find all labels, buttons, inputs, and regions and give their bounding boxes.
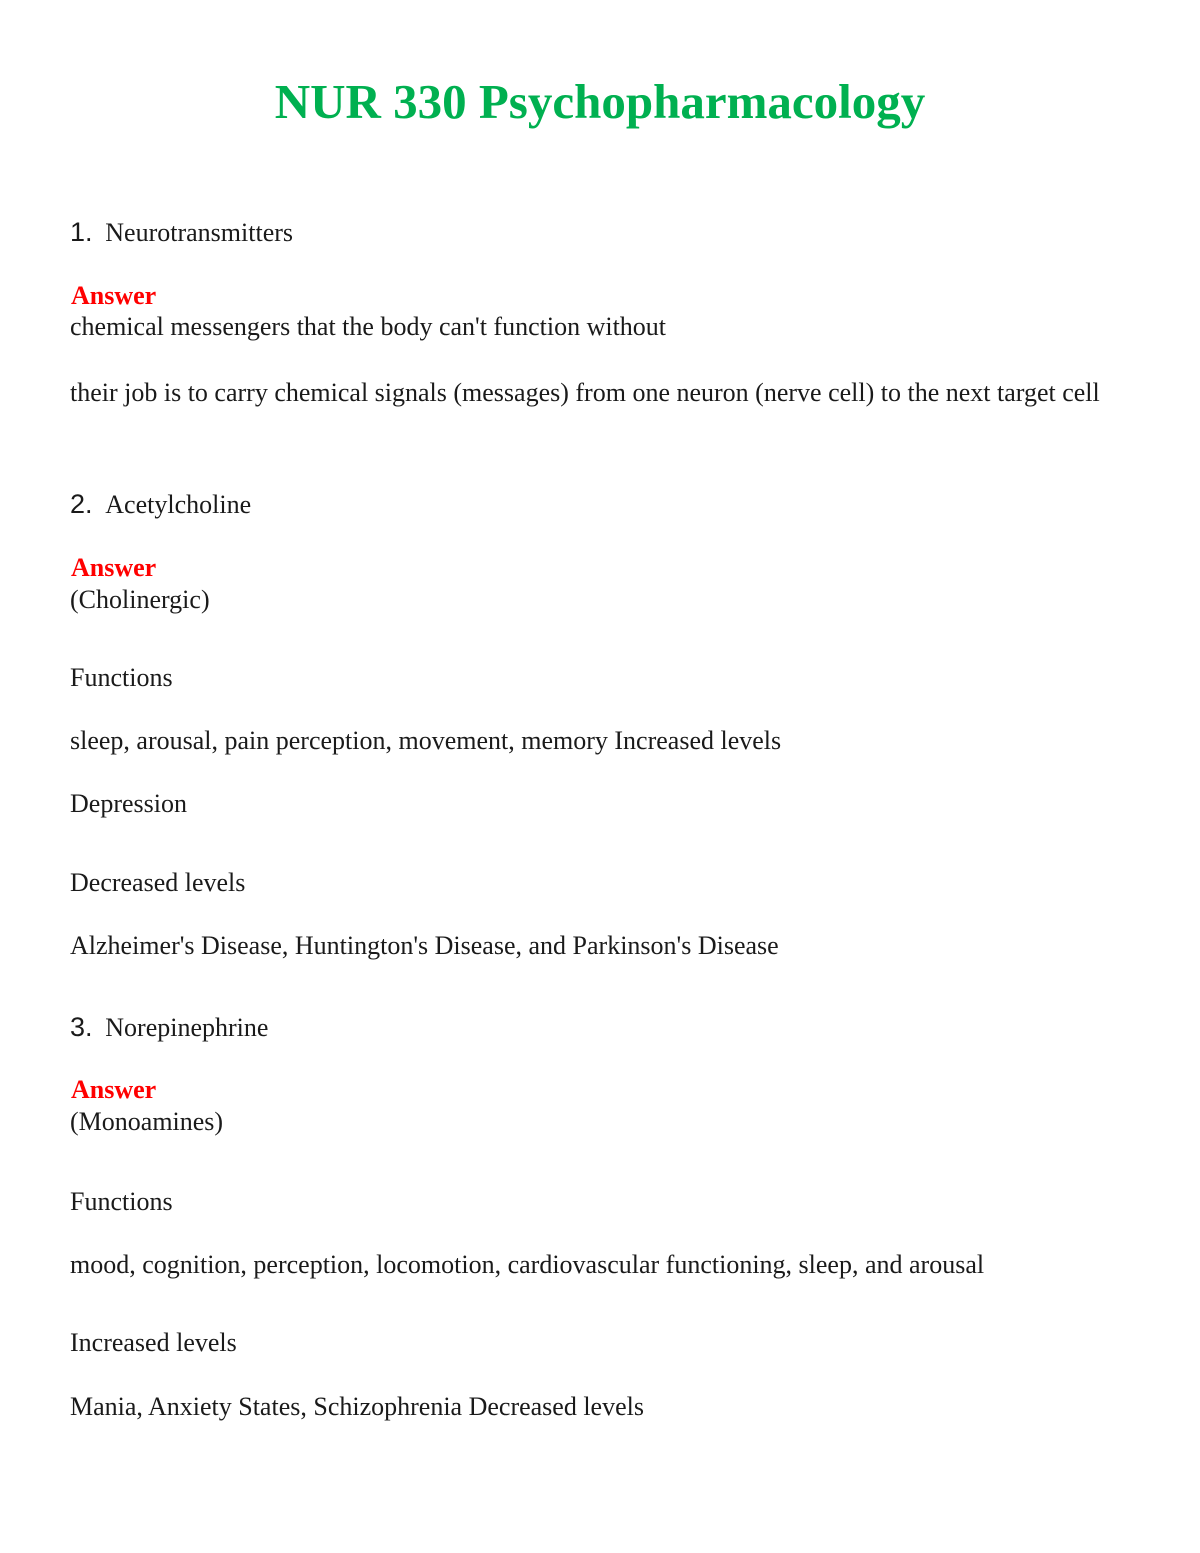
answer-label: Answer [71, 1075, 157, 1104]
answer-line: (Monoamines) [70, 1107, 224, 1136]
question-number: 2. [70, 489, 93, 519]
question-term: Norepinephrine [105, 1013, 269, 1042]
decreased-levels-text: Alzheimer's Disease, Huntington's Disease, and Parkinson's Disease [70, 931, 779, 960]
question-3-heading [70, 1010, 268, 1045]
question-term: Acetylcholine [105, 490, 252, 519]
section-label-functions: Functions [70, 1187, 173, 1216]
section-label-increased: Increased levels [70, 1328, 237, 1357]
question-number: 1. [70, 217, 93, 247]
section-label-functions: Functions [70, 663, 173, 692]
question-1-heading [70, 215, 293, 250]
answer-line: chemical messengers that the body can't function without [70, 312, 667, 341]
question-term: Neurotransmitters [105, 218, 294, 247]
section-label-decreased: Decreased levels [70, 868, 246, 897]
answer-paragraph: their job is to carry chemical signals (messages) from one neuron (nerve cell) to the next target cell [70, 378, 1100, 407]
increased-levels-text: Mania, Anxiety States, Schizophrenia Decreased levels [70, 1392, 644, 1421]
functions-text: mood, cognition, perception, locomotion, cardiovascular functioning, sleep, and arousal [70, 1250, 985, 1279]
answer-label: Answer [71, 281, 157, 310]
functions-text: sleep, arousal, pain perception, movement, memory Increased levels [70, 726, 782, 755]
answer-label: Answer [71, 553, 157, 582]
question-number: 3. [70, 1012, 93, 1042]
question-2-heading [70, 487, 251, 522]
page-title: NUR 330 Psychopharmacology [274, 74, 926, 129]
increased-levels-text: Depression [70, 789, 187, 818]
answer-line: (Cholinergic) [70, 585, 210, 614]
